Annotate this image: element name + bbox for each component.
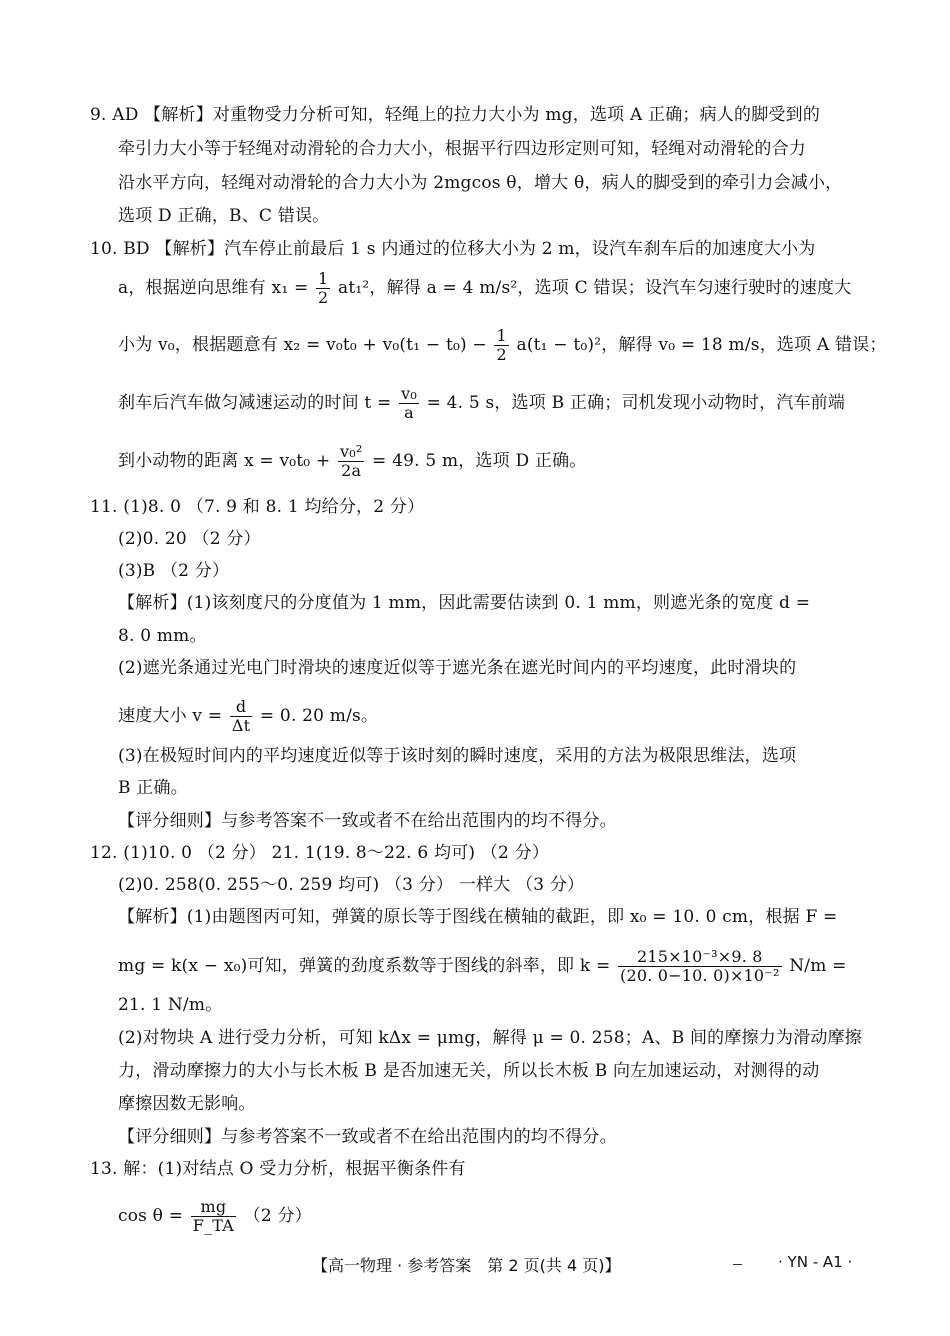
fraction-denominator: F_TA (192, 1216, 235, 1235)
q10-line3 (118, 327, 887, 364)
q12-explanation-4: (2)对物块 A 进行受力分析，可知 kΔx = μmg，解得 μ = 0. 258；A、B 间的摩擦力为滑动摩擦 (118, 1028, 862, 1048)
q11-explanation-2: 8. 0 mm。 (118, 626, 207, 646)
q12-explanation-5: 力，滑动摩擦力的大小与长木板 B 是否加速无关，所以长木板 B 向左加速运动，对测得的动 (118, 1061, 820, 1081)
fraction-half-1 (316, 270, 330, 307)
fraction-denominator: a (404, 403, 414, 422)
q12-explanation-2 (118, 948, 847, 985)
q11-exp4-start: 速度大小 v = (118, 706, 223, 726)
fraction-denominator: 2 (496, 345, 507, 364)
fraction-numerator: v₀² (339, 442, 363, 461)
q11-explanation-6: B 正确。 (118, 778, 188, 798)
fraction-v0sq-over-2a (338, 443, 364, 480)
footer-mark (733, 1264, 742, 1265)
q13-line2-start: cos θ = (118, 1206, 184, 1226)
q10-line2-end: at₁²，解得 a = 4 m/s²，选项 C 错误；设汽车匀速行驶时的速度大 (338, 278, 852, 298)
q11-explanation-4 (118, 698, 378, 735)
q10-line4 (118, 385, 845, 422)
q9-line3: 沿水平方向，轻绳对动滑轮的合力大小为 2mgcos θ，增大 θ，病人的脚受到的牵引力会减小， (118, 173, 843, 193)
q12-explanation-6: 摩擦因数无影响。 (118, 1094, 256, 1114)
q13-line1: 13. 解：(1)对结点 O 受力分析，根据平衡条件有 (90, 1159, 466, 1179)
q11-explanation-5: (3)在极短时间内的平均速度近似等于该时刻的瞬时速度，采用的方法为极限思维法，选项 (118, 746, 797, 766)
q11-explanation-1: 【解析】(1)该刻度尺的分度值为 1 mm，因此需要估读到 0. 1 mm，则遮光条的宽度 d = (118, 593, 811, 613)
q12-exp2-end: N/m = (789, 956, 847, 976)
q12-scoring-rule: 【评分细则】与参考答案不一致或者不在给出范围内的均不得分。 (118, 1127, 617, 1147)
q13-line2-end: （2 分） (243, 1206, 312, 1226)
q9-line4: 选项 D 正确，B、C 错误。 (118, 206, 330, 226)
fraction-mg-over-fta (191, 1198, 236, 1235)
footer-code: · YN - A1 · (778, 1253, 853, 1271)
fraction-spring-constant (618, 948, 782, 985)
q10-line4-start: 刹车后汽车做匀减速运动的时间 t = (118, 393, 392, 413)
q13-line2 (118, 1198, 312, 1235)
q12-explanation-1: 【解析】(1)由题图丙可知，弹簧的原长等于图线在横轴的截距，即 x₀ = 10. 0 cm，根据 F = (118, 907, 838, 927)
fraction-numerator: d (230, 698, 252, 717)
fraction-numerator: 1 (318, 269, 329, 288)
q11-scoring-rule: 【评分细则】与参考答案不一致或者不在给出范围内的均不得分。 (118, 811, 617, 831)
fraction-numerator: mg (191, 1198, 236, 1217)
q11-answer3: (3)B （2 分） (118, 561, 230, 581)
q10-line4-end: = 4. 5 s，选项 B 正确；司机发现小动物时，汽车前端 (426, 393, 846, 413)
q12-exp2-start: mg = k(x − x₀)可知，弹簧的劲度系数等于图线的斜率，即 k = (118, 956, 611, 976)
q11-exp4-end: = 0. 20 m/s。 (259, 706, 379, 726)
q10-line3-start: 小为 v₀，根据题意有 x₂ = v₀t₀ + v₀(t₁ − t₀) − (118, 335, 487, 355)
fraction-denominator: (20. 0−10. 0)×10⁻² (620, 966, 780, 985)
q12-explanation-3: 21. 1 N/m。 (118, 995, 223, 1015)
q11-answer1: 11. (1)8. 0 （7. 9 和 8. 1 均给分，2 分） (90, 497, 425, 517)
q10-line1: 10. BD 【解析】汽车停止前最后 1 s 内通过的位移大小为 2 m，设汽车刹车后的加速度大小为 (90, 239, 816, 259)
q11-explanation-3: (2)遮光条通过光电门时滑块的速度近似等于遮光条在遮光时间内的平均速度，此时滑块的 (118, 658, 797, 678)
fraction-numerator: 215×10⁻³×9. 8 (618, 948, 782, 967)
q10-line2 (118, 270, 851, 307)
fraction-denominator: Δt (231, 716, 251, 735)
fraction-v0-over-a (399, 385, 419, 422)
fraction-denominator: 2a (341, 461, 362, 480)
q9-line2: 牵引力大小等于轻绳对动滑轮的合力大小，根据平行四边形定则可知，轻绳对动滑轮的合力 (118, 139, 806, 159)
q10-line3-end: a(t₁ − t₀)²，解得 v₀ = 18 m/s，选项 A 错误； (516, 335, 887, 355)
fraction-numerator: v₀ (401, 384, 417, 403)
fraction-denominator: 2 (318, 288, 329, 307)
fraction-numerator: 1 (496, 326, 507, 345)
fraction-half-2 (494, 327, 508, 364)
q10-line2-start: a，根据逆向思维有 x₁ = (118, 278, 309, 298)
q11-answer2: (2)0. 20 （2 分） (118, 529, 261, 549)
fraction-d-over-dt (230, 698, 252, 735)
q12-answer1: 12. (1)10. 0 （2 分） 21. 1(19. 8～22. 6 均可) （2 分） (90, 843, 550, 863)
page-footer: 【高一物理 · 参考答案 第 2 页(共 4 页)】 (312, 1256, 621, 1275)
q10-line5 (118, 443, 587, 480)
q10-line5-end: = 49. 5 m，选项 D 正确。 (372, 451, 587, 471)
q10-line5-start: 到小动物的距离 x = v₀t₀ + (118, 451, 331, 471)
q9-line1: 9. AD 【解析】对重物受力分析可知，轻绳上的拉力大小为 mg，选项 A 正确；病人的脚受到的 (90, 105, 821, 125)
q12-answer2: (2)0. 258(0. 255～0. 259 均可) （3 分） 一样大 （3 分） (118, 875, 585, 895)
